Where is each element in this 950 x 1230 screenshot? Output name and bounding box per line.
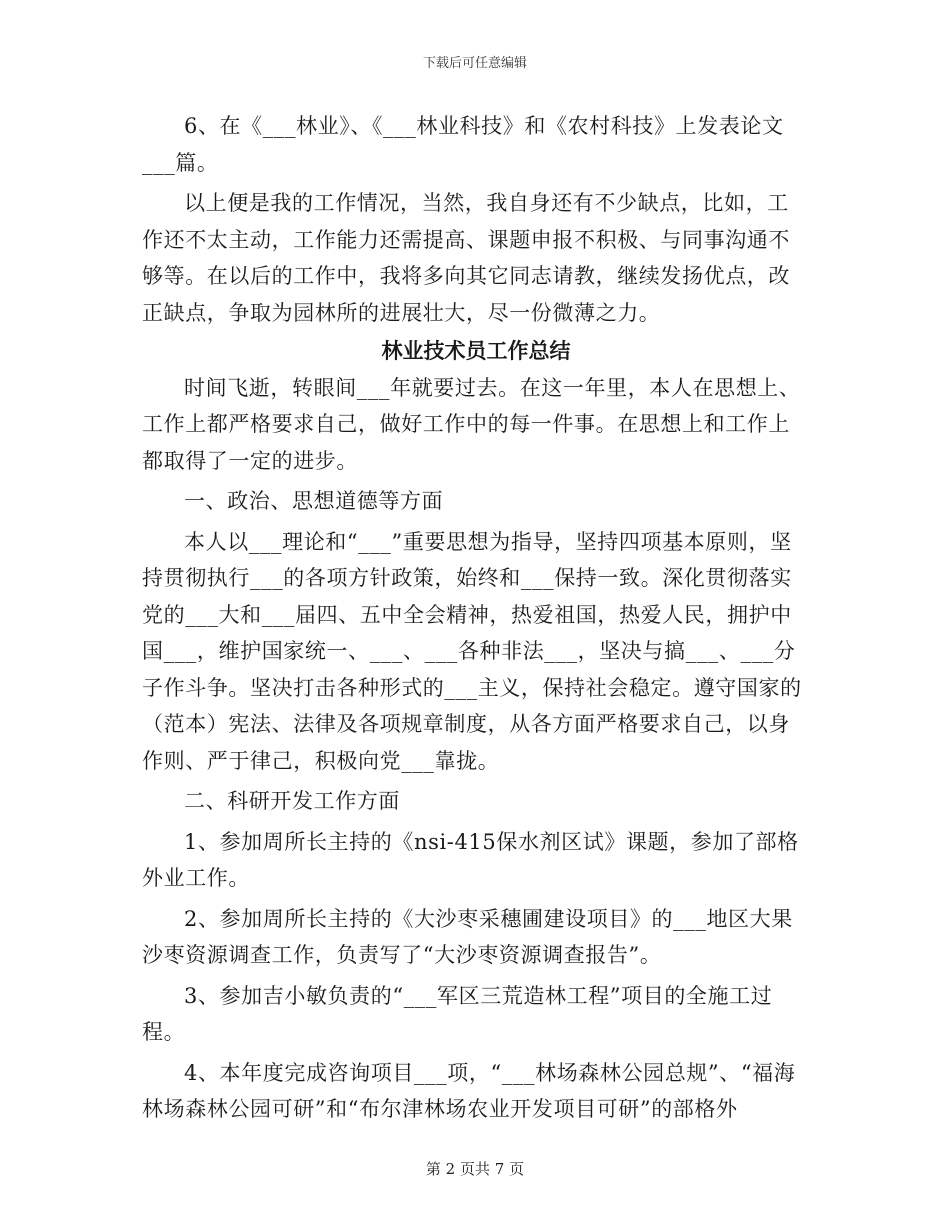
paragraph-research-item-3: 3、参加吉小敏负责的“___军区三荒造林工程”项目的全施工过程。 <box>142 983 773 1044</box>
section-heading-research: 二、科研开发工作方面 <box>184 789 400 813</box>
paragraph-politics: 本人以___理论和“___”重要思想为指导，坚持四项基本原则，坚持贯彻执行___的各项方针政策，始终和___保持一致。深化贯彻落实党的___大和___届四、五中全会精神，热爱祖国，热爱人民，拥护中国___，维护国家统一、___、___各种非法___，坚决与搞___、___分子作斗争。坚决打击各种形式的___主义，保持社会稳定。遵守国家的（范本）宪法、法律及各项规章制度，从各方面严格要求自己，以身作则、严于律己，积极向党___靠拢。 <box>142 529 802 773</box>
paragraph-research-item-1: 1、参加周所长主持的《nsi-415保水剂区试》课题，参加了部格外业工作。 <box>142 829 799 890</box>
paragraph-publications: 6、在《___林业》、《___林业科技》和《农村科技》上发表论文___篇。 <box>142 114 784 175</box>
page-footer: 第 2 页共 7 页 <box>425 1160 525 1178</box>
paragraph-self-assessment: 以上便是我的工作情况，当然，我自身还有不少缺点，比如，工作还不太主动，工作能力还需提高、课题申报不积极、与同事沟通不够等。在以后的工作中，我将多向其它同志请教，继续发扬优点，改正缺点，争取为园林所的进展壮大，尽一份微薄之力。 <box>142 191 790 325</box>
document-body <box>142 108 810 1128</box>
paragraph-research-item-2: 2、参加周所长主持的《大沙枣采穗圃建设项目》的___地区大果沙枣资源调查工作，负责写了“大沙枣资源调查报告”。 <box>142 906 793 967</box>
section-heading-politics: 一、政治、思想道德等方面 <box>184 489 444 513</box>
paragraph-research-item-4: 4、本年度完成咨询项目___项，“___林场森林公园总规”、“福海林场森林公园可研”和“布尔津林场农业开发项目可研”的部格外 <box>142 1060 796 1121</box>
document-title: 林业技术员工作总结 <box>381 338 571 363</box>
paragraph-opening: 时间飞逝，转眼间___年就要过去。在这一年里，本人在思想上、工作上都严格要求自己，做好工作中的每一件事。在思想上和工作上都取得了一定的进步。 <box>142 375 801 473</box>
page-header: 下载后可任意编辑 <box>422 56 527 71</box>
